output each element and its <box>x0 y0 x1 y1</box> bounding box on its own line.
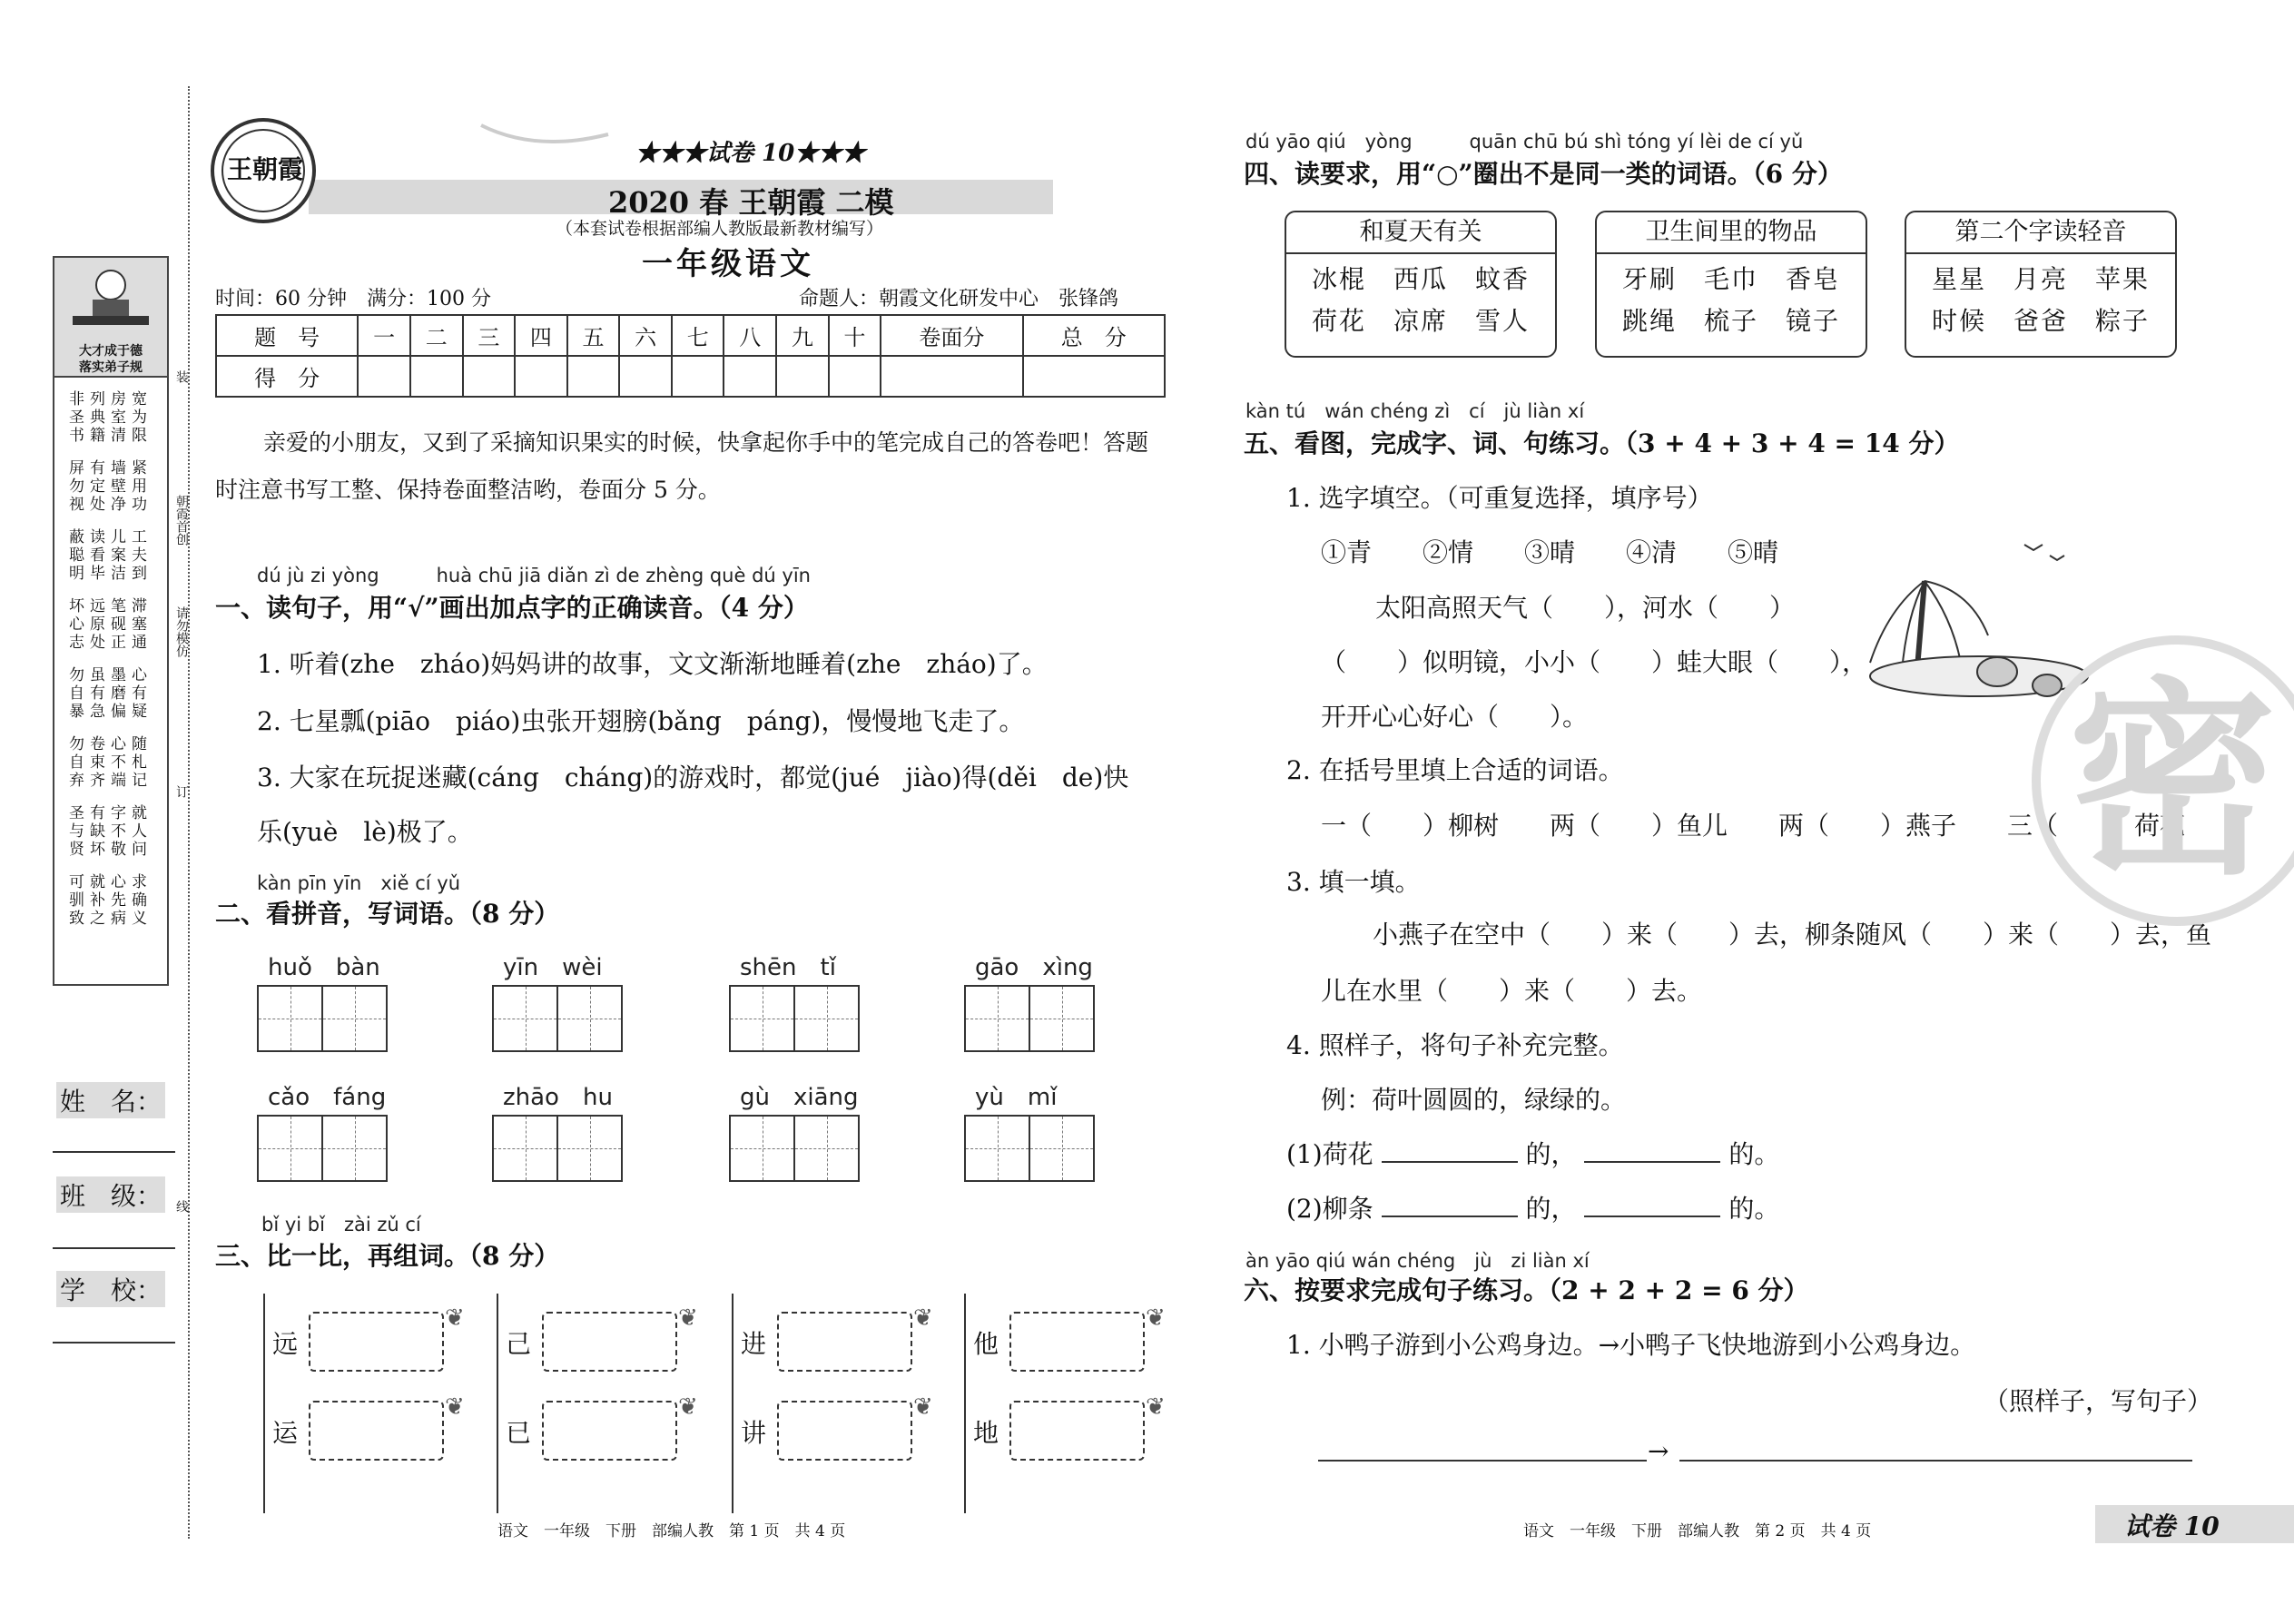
poem-list <box>54 378 167 940</box>
poem-line: 致之病义 <box>69 910 153 928</box>
grid-cell[interactable] <box>731 1117 795 1180</box>
q2-word-pinyin: zhāo hu <box>503 1084 613 1111</box>
score-table <box>215 314 1166 398</box>
side-label-2: 请勿模仿 <box>174 606 189 657</box>
grid-cell[interactable] <box>731 987 795 1050</box>
poem-line: 勿卷心随 <box>69 735 153 753</box>
q5-s1-line-1: 太阳高照天气（ ），河水（ ） <box>1375 593 1796 623</box>
footer-left: 语文 一年级 下册 部编人教 第 1 页 共 4 页 <box>497 1522 846 1540</box>
q5-line-1-prefix: (1)荷花 <box>1286 1139 1373 1169</box>
q3-answer-box[interactable] <box>1009 1312 1145 1372</box>
left-motto-strip <box>53 256 169 986</box>
grid-cell[interactable] <box>966 987 1030 1050</box>
q5-line-1-end: 的。 <box>1728 1139 1780 1169</box>
q3-title: 三、比一比，再组词。（8 分） <box>215 1241 560 1271</box>
score-cell[interactable] <box>776 356 829 397</box>
intro-line-2: 时注意书写工整、保持卷面整洁哟，卷面分 5 分。 <box>215 477 721 503</box>
q2-word-pinyin: yù mǐ <box>975 1084 1058 1111</box>
q2-writing-grid[interactable] <box>964 985 1095 1052</box>
score-header-cell: 卷面分 <box>881 315 1022 356</box>
q6-answer-line-2[interactable] <box>1679 1460 2192 1462</box>
q4-word-row[interactable]: 牙刷 毛巾 香皂 <box>1622 264 1841 294</box>
poem-line: 非列房宽 <box>69 390 153 408</box>
q2-writing-grid[interactable] <box>729 1115 860 1182</box>
poem-line: 勿定壁用 <box>69 477 153 496</box>
logo-text: 王朝霞 <box>227 154 304 184</box>
grid-cell[interactable] <box>494 987 558 1050</box>
q4-category-heading: 第二个字读轻音 <box>1906 212 2175 254</box>
poem-line: 屏有墙紧 <box>69 459 153 477</box>
q1-title: 一、读句子，用“√”画出加点字的正确读音。（4 分） <box>215 593 809 623</box>
poem-line: 与缺不人 <box>69 822 153 841</box>
grid-cell[interactable] <box>494 1117 558 1180</box>
poem-line: 书籍清限 <box>69 427 153 445</box>
grid-cell[interactable] <box>558 1117 621 1180</box>
q4-category-box <box>1595 211 1867 358</box>
score-header-cell: 五 <box>567 315 620 356</box>
poem-line: 可就心求 <box>69 873 153 891</box>
q5-s2-line: 一（ ）柳树 两（ ）鱼儿 两（ ）燕子 三（ ）荷花 <box>1321 811 2186 841</box>
q5-s1-line-2: （ ）似明镜，小小（ ）蛙大眼（ ）， <box>1321 647 1868 677</box>
q2-word-pinyin: cǎo fáng <box>268 1084 387 1111</box>
q3-compare-group <box>964 1294 1188 1513</box>
q4-pinyin: dú yāo qiú yòng quān chū bú shì tóng yí lèi de cí yǔ <box>1245 131 1804 153</box>
q5-sub-4: 4. 照样子，将句子补充完整。 <box>1286 1030 1624 1060</box>
score-header-cell: 四 <box>515 315 567 356</box>
paper-badge: ★★★试卷 10★★★ <box>635 140 866 167</box>
school-label: 学 校： <box>56 1271 165 1307</box>
q5-line-2-mid: 的， <box>1525 1194 1577 1224</box>
pond-illustration <box>1852 527 2097 717</box>
score-cell[interactable] <box>724 356 776 397</box>
q2-writing-grid[interactable] <box>257 985 388 1052</box>
poem-line: 暴急偏疑 <box>69 703 153 721</box>
q3-compare-group <box>497 1294 721 1513</box>
q1-item-1: 1. 听着(zhe zháo)妈妈讲的故事，文文渐渐地睡着(zhe zháo)了。 <box>257 649 1048 679</box>
time-info: 时间：60 分钟 满分：100 分 <box>215 288 491 310</box>
q5-line-1-blank-2[interactable] <box>1584 1161 1720 1163</box>
poem-line: 勿虽墨心 <box>69 666 153 684</box>
q3-answer-box[interactable] <box>1009 1401 1145 1461</box>
binding-line <box>188 86 190 1539</box>
q5-line-2-blank-1[interactable] <box>1382 1216 1518 1217</box>
q2-title: 二、看拼音，写词语。（8 分） <box>215 899 560 929</box>
footer-right: 语文 一年级 下册 部编人教 第 2 页 共 4 页 <box>1523 1522 1872 1540</box>
poem-line: 弃齐端记 <box>69 772 153 790</box>
q4-word-row[interactable]: 荷花 凉席 雪人 <box>1312 306 1531 336</box>
score-header-cell: 题 号 <box>216 315 358 356</box>
q2-writing-grid[interactable] <box>257 1115 388 1182</box>
score-cell[interactable] <box>358 356 410 397</box>
poem-group <box>60 390 162 445</box>
subject-title: 一年级语文 <box>642 246 814 282</box>
q5-sub-3: 3. 填一填。 <box>1286 867 1421 897</box>
poem-group <box>60 666 162 721</box>
q4-word-row[interactable]: 冰棍 西瓜 蚊香 <box>1312 264 1531 294</box>
footer-badge: 试卷 10 <box>2124 1511 2220 1541</box>
score-cell[interactable] <box>463 356 516 397</box>
sprout-icon: ❦ <box>445 1304 465 1332</box>
q4-word-row[interactable]: 跳绳 梳子 镜子 <box>1622 306 1841 336</box>
poem-group <box>60 873 162 928</box>
q5-s3-line-2: 儿在水里（ ）来（ ）去。 <box>1321 976 1703 1006</box>
q1-item-2: 2. 七星瓢(piāo piáo)虫张开翅膀(bǎng páng)，慢慢地飞走了。 <box>257 706 1025 736</box>
q2-word-pinyin: huǒ bàn <box>268 954 380 981</box>
score-header-cell: 十 <box>829 315 881 356</box>
q3-answer-box[interactable] <box>777 1312 912 1372</box>
class-label: 班 级： <box>56 1176 165 1213</box>
score-cell[interactable] <box>881 356 1022 397</box>
poem-group <box>60 804 162 859</box>
motto-line-2: 落实弟子规 <box>79 360 143 375</box>
poem-line: 圣典室为 <box>69 408 153 427</box>
poem-group <box>60 735 162 790</box>
q3-character: 运 <box>272 1418 299 1448</box>
q5-sub-2: 2. 在括号里填上合适的词语。 <box>1286 755 1624 785</box>
q6-title: 六、按要求完成句子练习。（2 + 2 + 2 = 6 分） <box>1244 1275 1809 1305</box>
q5-line-2 <box>1286 1189 1779 1225</box>
paper-subtitle: （本套试卷根据部编人教版最新教材编写） <box>556 219 884 239</box>
score-header-cell: 一 <box>358 315 410 356</box>
score-cell[interactable] <box>1023 356 1165 397</box>
q2-word-pinyin: yīn wèi <box>503 954 603 981</box>
q3-compare-group <box>263 1294 487 1513</box>
poem-line: 驯补先确 <box>69 891 153 910</box>
sprout-icon: ❦ <box>678 1393 698 1421</box>
poem-group <box>60 597 162 652</box>
score-header-cell: 九 <box>776 315 829 356</box>
grid-cell[interactable] <box>558 987 621 1050</box>
sprout-icon: ❦ <box>1146 1304 1166 1332</box>
seal-label-2: 订 <box>174 785 189 798</box>
side-label-1: 朝霞首创 <box>174 495 189 546</box>
q2-writing-grid[interactable] <box>964 1115 1095 1182</box>
q3-answer-box[interactable] <box>309 1401 444 1461</box>
q6-pinyin: àn yāo qiú wán chéng jù zi liàn xí <box>1245 1250 1590 1272</box>
grid-cell[interactable] <box>323 987 386 1050</box>
q3-compare-group <box>732 1294 956 1513</box>
poem-line: 视处净功 <box>69 496 153 514</box>
grid-cell[interactable] <box>966 1117 1030 1180</box>
score-cell[interactable] <box>515 356 567 397</box>
poem-line: 聪看案夫 <box>69 546 153 565</box>
q3-answer-box[interactable] <box>542 1401 677 1461</box>
q4-word-row[interactable]: 时候 爸爸 粽子 <box>1932 306 2151 336</box>
score-header-cell: 总 分 <box>1023 315 1165 356</box>
poem-line: 坏远笔滞 <box>69 597 153 615</box>
q5-sub-1: 1. 选字填空。（可重复选择，填序号） <box>1286 483 1713 513</box>
q5-options: ①青 ②情 ③晴 ④清 ⑤晴 <box>1321 537 1779 567</box>
score-cell[interactable] <box>829 356 881 397</box>
poem-group <box>60 459 162 514</box>
q6-arrow: → <box>1648 1436 1669 1466</box>
q4-word-row[interactable]: 星星 月亮 苹果 <box>1932 264 2151 294</box>
q1-item-3: 3. 大家在玩捉迷藏(cáng cháng)的游戏时，都觉(jué jiào)得(děi de)快 <box>257 763 1129 792</box>
q3-character: 进 <box>741 1329 767 1359</box>
intro-line-1: 亲爱的小朋友，又到了采摘知识果实的时候，快拿起你手中的笔完成自己的答卷吧！答题 <box>263 429 1149 456</box>
q3-character: 远 <box>272 1329 299 1359</box>
q2-writing-grid[interactable] <box>492 985 623 1052</box>
scholar-illustration <box>54 258 167 344</box>
grid-cell[interactable] <box>323 1117 386 1180</box>
grid-cell[interactable] <box>1030 1117 1093 1180</box>
q3-character: 地 <box>973 1418 999 1448</box>
q5-s1-line-3: 开开心心好心（ ）。 <box>1321 702 1589 732</box>
poem-line: 自有磨有 <box>69 684 153 703</box>
poem-line: 心原砚塞 <box>69 615 153 634</box>
poem-line: 明毕洁到 <box>69 565 153 583</box>
score-row-label: 得 分 <box>216 356 358 397</box>
seal-label-3: 线 <box>174 1200 189 1213</box>
q5-s3-line-1: 小燕子在空中（ ）来（ ）去，柳条随风（ ）来（ ）去，鱼 <box>1373 920 2212 950</box>
q2-writing-grid[interactable] <box>729 985 860 1052</box>
q4-category-heading: 卫生间里的物品 <box>1597 212 1866 254</box>
q2-pinyin: kàn pīn yīn xiě cí yǔ <box>257 872 461 894</box>
q4-category-heading: 和夏天有关 <box>1286 212 1555 254</box>
strip-illustration <box>54 258 167 378</box>
q3-character: 讲 <box>741 1418 767 1448</box>
score-cell[interactable] <box>672 356 724 397</box>
q3-answer-box[interactable] <box>777 1401 912 1461</box>
sprout-icon: ❦ <box>913 1304 933 1332</box>
score-header-cell: 八 <box>724 315 776 356</box>
q4-category-box <box>1285 211 1557 358</box>
q4-title: 四、读要求，用“○”圈出不是同一类的词语。（6 分） <box>1244 159 1843 189</box>
school-field[interactable] <box>53 1342 175 1343</box>
q2-writing-grid[interactable] <box>492 1115 623 1182</box>
q6-hint: （照样子，写句子） <box>1984 1386 2213 1416</box>
q5-pinyin: kàn tú wán chéng zì cí jù liàn xí <box>1245 400 1585 422</box>
poem-line: 自束不札 <box>69 753 153 772</box>
sprout-icon: ❦ <box>445 1393 465 1421</box>
score-header-cell: 二 <box>410 315 463 356</box>
author-info: 命题人：朝霞文化研发中心 张锋鸽 <box>799 288 1119 310</box>
grid-cell[interactable] <box>259 1117 323 1180</box>
motto-line-1: 大才成于德 <box>79 344 143 359</box>
grid-cell[interactable] <box>1030 987 1093 1050</box>
grid-cell[interactable] <box>795 987 858 1050</box>
sprout-icon: ❦ <box>678 1304 698 1332</box>
score-cell[interactable] <box>619 356 672 397</box>
q1-item-4: 乐(yuè lè)极了。 <box>257 817 473 847</box>
sprout-icon: ❦ <box>913 1393 933 1421</box>
stamp-character: 密 <box>2068 658 2278 903</box>
poem-line: 贤坏敬问 <box>69 841 153 859</box>
q5-line-2-prefix: (2)柳条 <box>1286 1194 1373 1224</box>
q3-answer-box[interactable] <box>309 1312 444 1372</box>
paper-title: 2020 春 王朝霞 二模 <box>608 185 894 220</box>
score-header-cell: 七 <box>672 315 724 356</box>
name-field[interactable] <box>53 1151 175 1153</box>
q6-answer-line-1[interactable] <box>1318 1460 1647 1462</box>
q3-character: 他 <box>973 1329 999 1359</box>
q4-category-box <box>1905 211 2177 358</box>
grid-cell[interactable] <box>795 1117 858 1180</box>
sprout-icon: ❦ <box>1146 1393 1166 1421</box>
score-header-cell: 三 <box>463 315 516 356</box>
q5-title: 五、看图，完成字、词、句练习。（3 + 4 + 3 + 4 = 14 分） <box>1244 428 1960 458</box>
q5-line-2-blank-2[interactable] <box>1584 1216 1720 1217</box>
score-cell[interactable] <box>567 356 620 397</box>
poem-line: 志处正通 <box>69 634 153 652</box>
q2-word-pinyin: gāo xìng <box>975 954 1093 981</box>
poem-line: 蔽读儿工 <box>69 528 153 546</box>
name-label: 姓 名： <box>56 1082 165 1118</box>
class-field[interactable] <box>53 1247 175 1249</box>
q5-line-1 <box>1286 1135 1779 1171</box>
score-header-cell: 六 <box>619 315 672 356</box>
poem-group <box>60 528 162 583</box>
q1-pinyin: dú jù zi yòng huà chū jiā diǎn zì de zhèng què dú yīn <box>257 565 811 586</box>
q5-line-2-end: 的。 <box>1728 1194 1780 1224</box>
seal-label-1: 装 <box>174 370 189 383</box>
q5-line-1-mid: 的， <box>1525 1139 1577 1169</box>
q5-example: 例：荷叶圆圆的，绿绿的。 <box>1321 1085 1627 1115</box>
grid-cell[interactable] <box>259 987 323 1050</box>
score-cell[interactable] <box>410 356 463 397</box>
q5-line-1-blank-1[interactable] <box>1382 1161 1518 1163</box>
q6-sub-1: 1. 小鸭子游到小公鸡身边。→小鸭子飞快地游到小公鸡身边。 <box>1286 1330 1976 1360</box>
q3-pinyin: bǐ yi bǐ zài zǔ cí <box>261 1214 421 1235</box>
q2-word-pinyin: shēn tǐ <box>740 954 836 981</box>
q2-word-pinyin: gù xiāng <box>740 1084 859 1111</box>
poem-line: 圣有字就 <box>69 804 153 822</box>
q3-character: 已 <box>506 1418 532 1448</box>
q3-answer-box[interactable] <box>542 1312 677 1372</box>
q3-character: 己 <box>506 1329 532 1359</box>
